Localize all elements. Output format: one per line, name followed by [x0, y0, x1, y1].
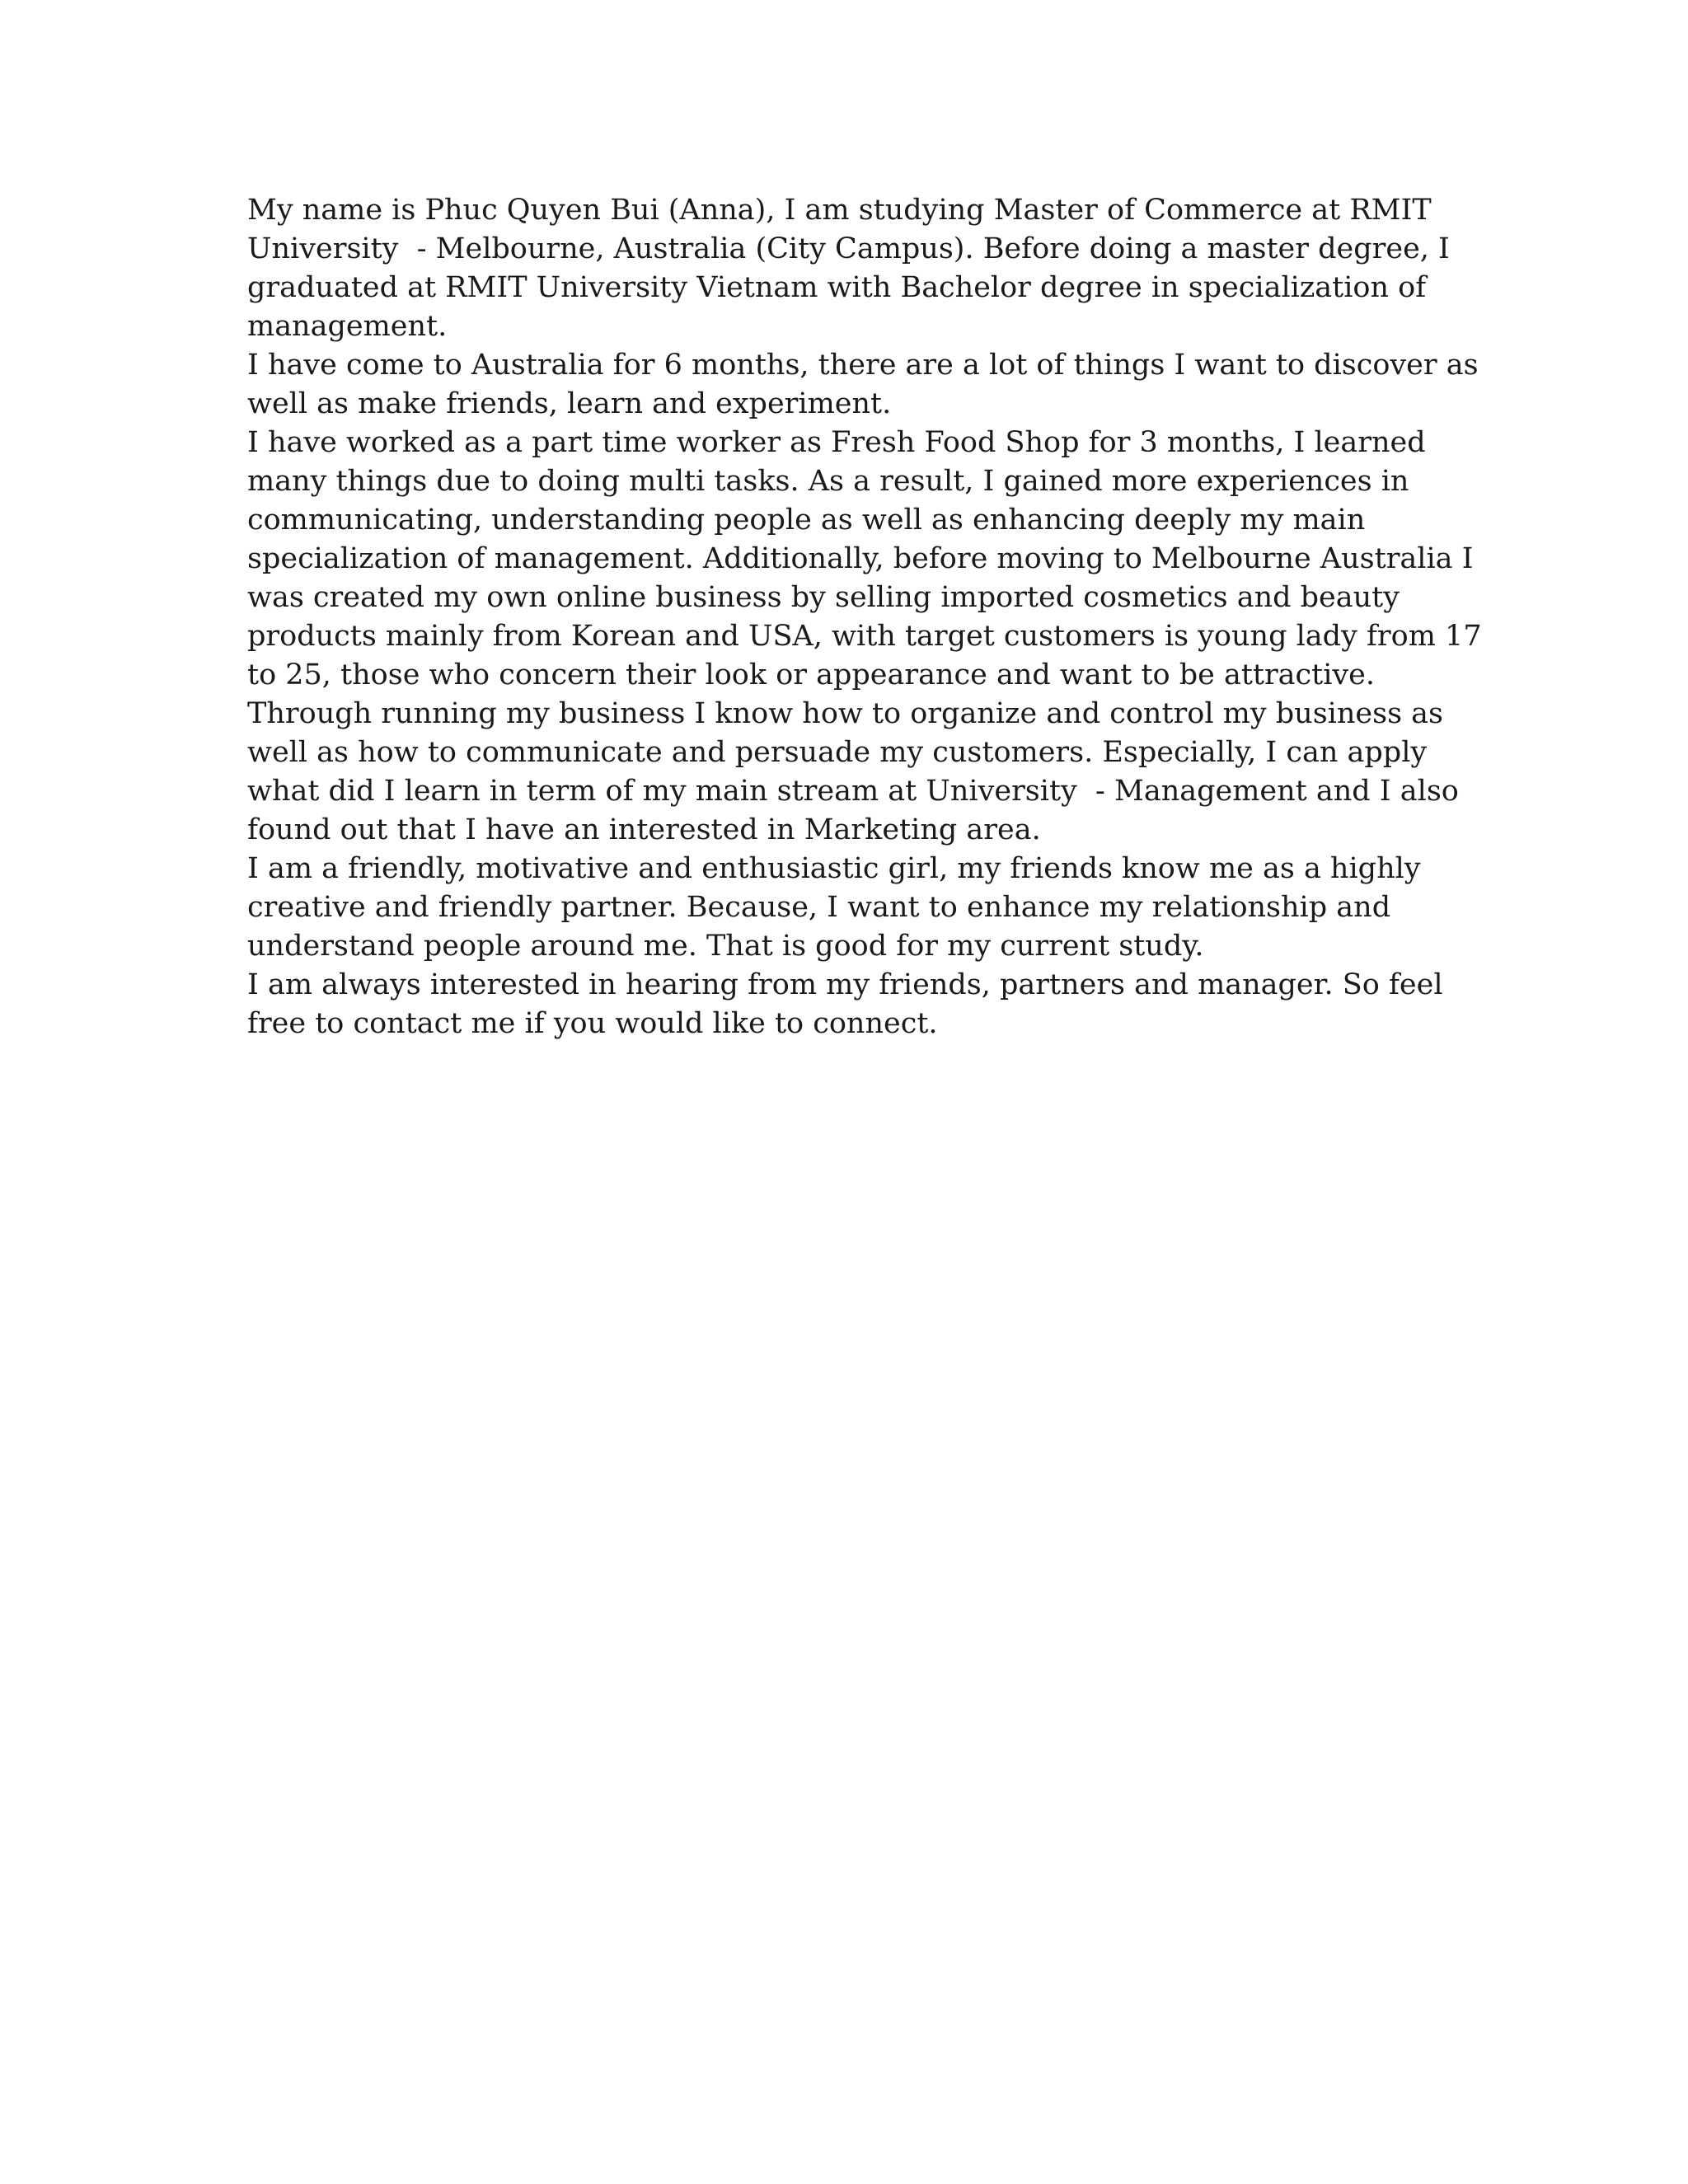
text-line: found out that I have an interested in Marketing area.	[247, 813, 1041, 846]
text-line: I am a friendly, motivative and enthusiastic girl, my friends know me as a highly	[247, 852, 1421, 885]
text-line: I am always interested in hearing from my friends, partners and manager. So feel	[247, 968, 1443, 1001]
text-line: management.	[247, 310, 448, 343]
text-line: Through running my business I know how to organize and control my business as	[247, 697, 1443, 730]
text-line: many things due to doing multi tasks. As a result, I gained more experiences in	[247, 465, 1409, 498]
text-line: was created my own online business by selling imported cosmetics and beauty	[247, 581, 1400, 614]
text-line: well as make friends, learn and experiment.	[247, 387, 892, 420]
text-line: I have worked as a part time worker as Fresh Food Shop for 3 months, I learned	[247, 426, 1426, 459]
text-line: to 25, those who concern their look or appearance and want to be attractive.	[247, 658, 1376, 691]
text-line: creative and friendly partner. Because, I want to enhance my relationship and	[247, 891, 1391, 924]
text-line: what did I learn in term of my main stream at University - Management and I also	[247, 775, 1459, 808]
body-text	[247, 191, 1482, 1043]
text-line: My name is Phuc Quyen Bui (Anna), I am studying Master of Commerce at RMIT	[247, 194, 1432, 227]
text-line: communicating, understanding people as well as enhancing deeply my main	[247, 504, 1366, 537]
text-line: I have come to Australia for 6 months, there are a lot of things I want to discover as	[247, 349, 1479, 382]
text-line: products mainly from Korean and USA, with target customers is young lady from 17	[247, 620, 1482, 653]
text-line: University - Melbourne, Australia (City Campus). Before doing a master degree, I	[247, 232, 1450, 265]
text-line: graduated at RMIT University Vietnam with Bachelor degree in specialization of	[247, 271, 1427, 304]
text-line: well as how to communicate and persuade my customers. Especially, I can apply	[247, 736, 1428, 769]
text-line: free to contact me if you would like to connect.	[247, 1007, 938, 1040]
text-line: understand people around me. That is good for my current study.	[247, 930, 1204, 963]
text-line: specialization of management. Additionally, before moving to Melbourne Australia I	[247, 542, 1474, 575]
